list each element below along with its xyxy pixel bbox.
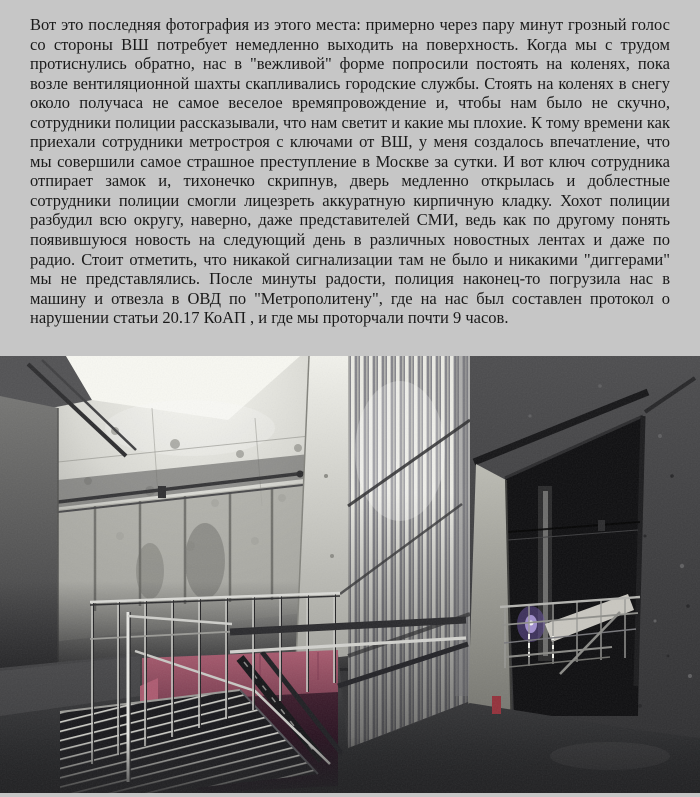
photo-illustration bbox=[0, 356, 700, 793]
post-text-block bbox=[0, 0, 700, 356]
underground-shaft-photo bbox=[0, 356, 700, 793]
story-paragraph: Вот это последняя фотография из этого места: примерно через пару минут грозный голос со стороны ВШ потребует немедленно выходить на поверхность. Когда мы с трудом протиснулись обратно, нас в "вежливой" форме попросили постоять на коленях, пока возле вентиляционной шахты скапливались городские службы. Стоять на коленях в снегу около получаса не самое веселое времяпровождение и, чтобы нам было не скучно, сотрудники полиции рассказывали, что нам светит и какие мы плохие. К тому времени как приехали сотрудники метростроя с ключами от ВШ, у меня создалось впечатление, что мы совершили самое страшное преступление в Москве за сутки. И вот ключ сотрудника отпирает замок и, тихонечко скрипнув, дверь медленно открылась и доблестные сотрудники полиции смогли лицезреть аккуратную кирпичную кладку. Хохот полиции разбудил всю округу, наверно, даже представителей СМИ, ведь как по другому понять появившуюся новость на следующий день в различных новостных лентах и даже по радио. Стоит отметить, что никакой сигнализации там не было и никакими "диггерами" мы не представлялись. После минуты радости, полиция наконец-то погрузила нас в машину и отвезла в ОВД по "Метрополитену", где на нас был составлен протокол о нарушении статьи 20.17 КоАП , и где мы проторчали почти 9 часов. bbox=[30, 15, 670, 328]
film-grain bbox=[0, 356, 700, 793]
